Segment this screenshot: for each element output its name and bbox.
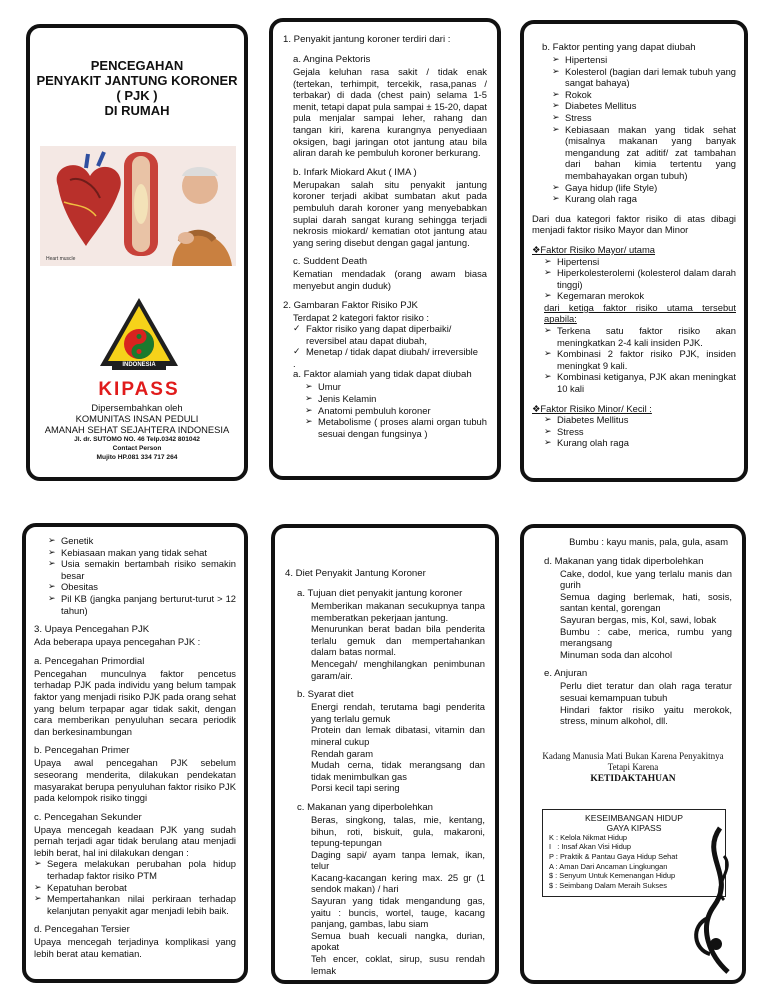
list-item: ➢ Genetik bbox=[48, 535, 236, 547]
primordial-title: a. Pencegahan Primordial bbox=[34, 655, 145, 667]
allowed-food-line: Teh encer, coklat, sirup, susu rendah lemak bbox=[311, 953, 485, 976]
sudden-death-text: Kematian mendadak (orang awam biasa menyebut angin duduk) bbox=[293, 268, 487, 291]
secondary-title: c. Pencegahan Sekunder bbox=[34, 811, 142, 823]
other-factor-list bbox=[34, 535, 236, 616]
list-item: ➢ Anatomi pembuluh koroner bbox=[305, 405, 487, 417]
panel-risk-factors bbox=[520, 20, 748, 482]
diet-goal-line: Menurunkan berat badan bila penderita terlalu gemuk dan mempertahankan dalam batas normal. bbox=[311, 623, 485, 658]
list-item: ➢ Usia semakin bertambah risiko semakin besar bbox=[48, 558, 236, 581]
secondary-text: Upaya mencegah keadaan PJK yang sudah pernah terjadi agar tidak berulang atau menjadi lebih berat, hal ini dilakukan dengan : bbox=[34, 823, 236, 858]
contact-label: Contact Person bbox=[112, 445, 162, 452]
list-item: ✓ Menetap / tidak dapat diubah/ irreversible bbox=[293, 346, 487, 358]
tertiary-title: d. Pencegahan Tersier bbox=[34, 924, 130, 936]
list-item: ➢ Stress bbox=[552, 112, 736, 124]
diet-req-line: Porsi kecil tapi sering bbox=[311, 782, 400, 794]
natural-factor-list bbox=[293, 381, 487, 439]
panel-pjk-types bbox=[269, 18, 501, 480]
list-item: ➢ Kurang olah raga bbox=[552, 193, 736, 205]
list-item: ➢ Kebiasaan makan yang tidak sehat (misalnya makanan yang banyak mengandung zat aditif/ zat tambahan dari bahan kimia tertentu yang membahayakan organ tubuh) bbox=[552, 124, 736, 182]
list-item: ➢ Kombinasi 2 faktor risiko PJK, insiden meningkat 9 kali. bbox=[544, 348, 736, 371]
box-line: I : Insaf Akan Visi Hidup bbox=[549, 842, 632, 852]
list-item: ➢ Kepatuhan berobat bbox=[34, 882, 236, 894]
quote-emphasis: KETIDAKTAHUAN bbox=[590, 773, 676, 784]
org-name-2: AMANAH SEHAT SEJAHTERA INDONESIA bbox=[44, 424, 230, 435]
allowed-food-line: Kacang-kacangan kering max. 25 gr (1 sendok makan) / hari bbox=[311, 871, 485, 895]
list-item: ➢ Rokok bbox=[552, 89, 736, 101]
list-item: ➢ Umur bbox=[305, 381, 487, 393]
primordial-text: Pencegahan munculnya faktor pencetus terhadap PJK pada individu yang belum tampak faktor yang menjadi risiko PJK pada orang sehat yang belum terpapar agar tidak sakit, dengan cara memberikan penyuluhan secara periodik dan berkesinambungan bbox=[34, 667, 236, 737]
box-title: KESEIMBANGAN HIDUP bbox=[585, 812, 683, 823]
forbidden-food-line: Semua daging berlemak, hati, sosis, santan kental, gorengan bbox=[560, 590, 732, 614]
diet-req-line: Mudah cerna, tidak merangsang dan tidak menimbulkan gas bbox=[311, 759, 485, 782]
cover-credits bbox=[30, 402, 244, 462]
quote-line: Kadang Manusia Mati Bukan Karena Penyakitnya bbox=[542, 750, 724, 761]
svg-text:Heart muscle: Heart muscle bbox=[46, 256, 76, 262]
list-item: ➢ Hiperkolesterolemi (kolesterol dalam darah tinggi) bbox=[544, 267, 736, 290]
forbidden-food-line: Cake, dodol, kue yang terlalu manis dan gurih bbox=[560, 567, 732, 591]
list-item: ➢ Stress bbox=[544, 426, 736, 438]
ima-text: Merupakan salah situ penyakit jantung koroner terjadi akibat sumbatan akut pada pembuluh darah koroner yang menyebabkan suplai darah sangat kurang sehingga terjadi nekrosis miokard/ kematian otot jantung atau yang sering disebut dengan gagal jantung. bbox=[293, 178, 487, 248]
forbidden-food-line: Minuman soda dan alcohol bbox=[560, 648, 673, 660]
list-item: ➢ Kolesterol (bagian dari lemak tubuh yang sangat bahaya) bbox=[552, 66, 736, 89]
panel-diet-advice bbox=[520, 524, 746, 984]
list-item: ➢ Segera melakukan perubahan pola hidup terhadap faktor risiko PTM bbox=[34, 858, 236, 881]
logo-name: KIPASS bbox=[98, 379, 180, 400]
list-item: ➢ Kombinasi ketiganya, PJK akan meningkat 10 kali bbox=[544, 371, 736, 394]
list-item: ➢ Gaya hidup (life Style) bbox=[552, 182, 736, 194]
minor-factor-title: ❖ Faktor Risiko Minor/ Kecil : bbox=[532, 403, 736, 415]
advice-title: e. Anjuran bbox=[544, 668, 588, 680]
natural-factor-title: a. Faktor alamiah yang tidak dapat diubah bbox=[293, 369, 472, 381]
box-line: K : Kelola Nikmat Hidup bbox=[549, 832, 628, 842]
diet-req-line: Protein dan lemak dibatasi, vitamin dan mineral cukup bbox=[311, 724, 485, 747]
list-item: ➢ Kurang olah raga bbox=[544, 437, 736, 449]
major-effect-list bbox=[532, 325, 736, 395]
sudden-death-title: c. Suddent Death bbox=[293, 256, 368, 268]
dot: . bbox=[293, 357, 296, 369]
diet-req-line: Rendah garam bbox=[311, 747, 374, 759]
list-item: ➢ Diabetes Mellitus bbox=[552, 100, 736, 112]
title-line: DI RUMAH bbox=[104, 103, 170, 118]
title-line: PENCEGAHAN bbox=[90, 58, 184, 73]
heart-illustration bbox=[40, 146, 236, 266]
list-item: ➢ Pil KB (jangka panjang berturut-turut > 12 tahun) bbox=[48, 593, 236, 616]
forbidden-food-line: Sayuran bergas, mis, Kol, sawi, lobak bbox=[560, 613, 717, 625]
org-address: Jl. dr. SUTOMO NO. 46 Telp.0342 801042 bbox=[74, 436, 200, 443]
allowed-food-line: Beras, singkong, talas, mie, kentang, bihun, roti, biskuit, gula, makaroni, tepung-tepungan bbox=[311, 813, 485, 849]
allowed-food-line: Daging sapi/ ayam tanpa lemak, ikan, telur bbox=[311, 848, 485, 872]
presented-by: Dipersembahkan oleh bbox=[91, 402, 183, 413]
list-item: ➢ Terkena satu faktor risiko akan meningkatkan 2-4 kali insiden PJK. bbox=[544, 325, 736, 348]
logo-country: INDONESIA bbox=[122, 362, 156, 368]
forbidden-food-title: d. Makanan yang tidak diperbolehkan bbox=[544, 555, 704, 567]
forbidden-food-line: Bumbu : cabe, merica, rumbu yang merangsang bbox=[560, 625, 732, 649]
list-item: ➢ Kebiasaan makan yang tidak sehat bbox=[48, 547, 236, 559]
diet-goal-line: Memberikan makanan secukupnya tanpa memberatkan pekerjaan jantung. bbox=[311, 600, 485, 623]
minor-factor-list bbox=[532, 414, 736, 449]
box-line: $ : Seimbang Dalam Meraih Sukses bbox=[549, 880, 667, 890]
tertiary-text: Upaya mencegah terjadinya komplikasi yang lebih berat atau kematian. bbox=[34, 936, 236, 960]
changeable-factor-list bbox=[532, 54, 736, 205]
prevention-heading: 3. Upaya Pencegahan PJK bbox=[34, 624, 150, 636]
kipass-logo bbox=[98, 296, 180, 400]
list-item: ➢ Metabolisme ( proses alami organ tubuh sesuai dengan fungsinya ) bbox=[305, 416, 487, 439]
list-item: ➢ Hipertensi bbox=[544, 256, 736, 268]
diet-req-title: b. Syarat diet bbox=[297, 689, 354, 701]
cover-panel bbox=[26, 24, 248, 481]
major-factor-list bbox=[532, 256, 736, 302]
list-item: ➢ Kegemaran merokok bbox=[544, 290, 736, 302]
prevention-intro: Ada beberapa upaya pencegahan PJK : bbox=[34, 636, 201, 648]
list-item: ➢ Obesitas bbox=[48, 581, 236, 593]
risk-category-list bbox=[293, 323, 487, 358]
major-factor-title: ❖ Faktor Risiko Mayor/ utama bbox=[532, 244, 736, 256]
secondary-list bbox=[34, 858, 236, 916]
risk-factor-intro: Terdapat 2 kategori faktor risiko : bbox=[293, 311, 429, 323]
advice-line: Hindari faktor risiko yaitu merokok, stress, minum alkohol, dll. bbox=[560, 703, 732, 727]
allowed-spices: Bumbu : kayu manis, pala, gula, asam bbox=[569, 536, 728, 547]
angina-title: a. Angina Pektoris bbox=[293, 54, 371, 65]
allowed-food-line: Semua buah kecuali nangka, durian, apokat bbox=[311, 929, 485, 953]
list-item: ➢ Hipertensi bbox=[552, 54, 736, 66]
changeable-factor-title: b. Faktor penting yang dapat diubah bbox=[542, 42, 696, 53]
box-line: P : Praktik & Pantau Gaya Hidup Sehat bbox=[549, 851, 678, 861]
primary-text: Upaya awal pencegahan PJK sebelum seseorang menderita, dilakukan pendekatan masyarakat berupa penyuluhan faktor risiko PJK pada kelompok risiko tinggi bbox=[34, 757, 236, 804]
panel-prevention bbox=[22, 523, 248, 983]
major-factor-note: dari ketiga faktor risiko utama tersebut apabila: bbox=[544, 301, 736, 325]
quote bbox=[534, 751, 732, 785]
diet-goal-title: a. Tujuan diet penyakit jantung koroner bbox=[297, 588, 463, 599]
list-item: ➢ Jenis Kelamin bbox=[305, 393, 487, 405]
risk-factor-heading: 2. Gambaran Faktor Risiko PJK bbox=[283, 299, 418, 311]
quote-line: Tetapi Karena bbox=[607, 761, 659, 772]
allowed-food-line: Sayuran yang tidak mengandung gas, yaitu : buncis, wortel, tauge, kacang panjang, gambas, labu siam bbox=[311, 895, 485, 930]
title-line: ( PJK ) bbox=[116, 88, 158, 103]
org-name-1: KOMUNITAS INSAN PEDULI bbox=[75, 413, 199, 424]
category-summary: Dari dua kategori faktor risiko di atas dibagi menjadi faktor risiko Mayor dan Minor bbox=[532, 212, 736, 236]
advice-line: Perlu diet teratur dan olah raga teratur sesuai kemampuan tubuh bbox=[560, 680, 732, 703]
allowed-food-title: c. Makanan yang diperbolehkan bbox=[297, 801, 434, 813]
diet-req-line: Energi rendah, terutama bagi penderita yang terlalu gemuk bbox=[311, 701, 485, 724]
primary-title: b. Pencegahan Primer bbox=[34, 745, 130, 757]
ima-title: b. Infark Miokard Akut ( IMA ) bbox=[293, 166, 417, 178]
list-item: ✓ Faktor risiko yang dapat diperbaiki/ reversibel atau dapat diubah, bbox=[293, 323, 487, 346]
angina-text: Gejala keluhan rasa sakit / tidak enak (tertekan, terhimpit, tercekik, rasa,panas / terbakar) di dada (chest pain) selama 1-5 menit, tetapi dapat pula sampai ± 15-20, dapat pula menjalar sampai leher, rahang dan tangan kiri, karena kurangnya penyediaan oksigen, bagi jaringan otot jantung atau bila aliran darah ke pembuluh koroner berkurang. bbox=[293, 66, 487, 159]
panel-diet bbox=[271, 524, 499, 984]
contact-person: Mujito HP.081 334 717 264 bbox=[96, 454, 178, 461]
diet-heading: 4. Diet Penyakit Jantung Koroner bbox=[285, 568, 426, 579]
box-line: A : Aman Dari Ancaman Lingkungan bbox=[549, 861, 668, 871]
title-line: PENYAKIT JANTUNG KORONER bbox=[36, 73, 238, 88]
box-title: GAYA KIPASS bbox=[606, 822, 662, 833]
decorative-swirl-icon bbox=[680, 826, 740, 976]
heart-artery-image bbox=[40, 146, 236, 266]
list-item: ➢ Diabetes Mellitus bbox=[544, 414, 736, 426]
list-item: ➢ Mempertahankan nilai perkiraan terhadap kelanjutan penyakit agar menjadi lebih baik. bbox=[34, 893, 236, 916]
section-heading: 1. Penyakit jantung koroner terdiri dari : bbox=[283, 34, 451, 45]
diet-goal-line: Mencegah/ menghilangkan penimbunan garam/air. bbox=[311, 657, 485, 681]
cover-title bbox=[30, 58, 244, 118]
box-line: $ : Senyum Untuk Kemenangan Hidup bbox=[549, 871, 676, 881]
